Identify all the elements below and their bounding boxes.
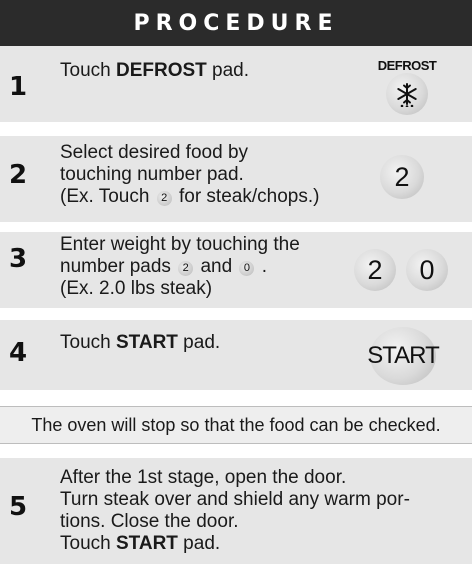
number-pad-0[interactable]: 0 <box>406 249 448 291</box>
step-number: 4 <box>9 338 28 368</box>
step-number: 5 <box>9 492 28 522</box>
procedure-title: PROCEDURE <box>133 10 339 36</box>
number-key-icon: 0 <box>239 261 254 276</box>
checkpoint-note: The oven will stop so that the food can be checked. <box>0 406 472 444</box>
snowflake-icon <box>394 81 420 107</box>
procedure-header <box>0 0 472 46</box>
step-text: Select desired food by touching number pad. (Ex. Touch 2 for steak/chops.) <box>60 142 320 207</box>
defrost-pad[interactable] <box>386 73 428 115</box>
number-key-icon: 2 <box>157 191 172 206</box>
number-pad-2[interactable]: 2 <box>380 155 424 199</box>
step-text: After the 1st stage, open the door. Turn steak over and shield any warm por- tions. Close the door. Touch START pad. <box>60 467 410 554</box>
number-pad-2[interactable]: 2 <box>354 249 396 291</box>
step-text: Touch DEFROST pad. <box>60 60 250 81</box>
step-number: 1 <box>9 72 28 102</box>
step-text: Enter weight by touching the number pads 2 and 0 . (Ex. 2.0 lbs steak) <box>60 234 300 299</box>
step-text: Touch START pad. <box>60 332 221 353</box>
defrost-pad-label: DEFROST <box>377 58 437 73</box>
step-number: 3 <box>9 244 28 274</box>
start-pad[interactable]: START <box>370 327 436 385</box>
step-3 <box>0 232 472 308</box>
step-number: 2 <box>9 160 28 190</box>
number-key-icon: 2 <box>178 261 193 276</box>
step-5 <box>0 458 472 564</box>
